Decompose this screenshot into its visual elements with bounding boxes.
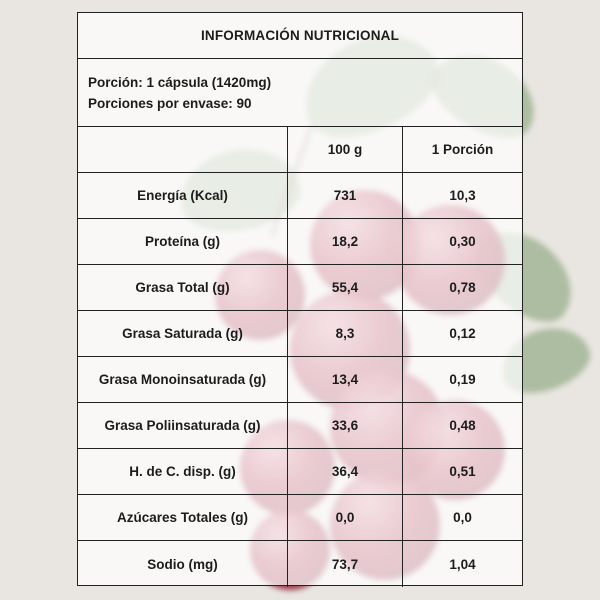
table-title: INFORMACIÓN NUTRICIONAL <box>78 13 522 59</box>
nutrient-label: Grasa Poliinsaturada (g) <box>78 403 288 448</box>
header-row <box>78 127 522 173</box>
nutrient-label: Grasa Saturada (g) <box>78 311 288 356</box>
value-per-100g: 18,2 <box>288 219 403 264</box>
value-per-100g: 36,4 <box>288 449 403 494</box>
table-row <box>78 403 522 449</box>
header-per-serving: 1 Porción <box>431 142 494 157</box>
table-row <box>78 357 522 403</box>
value-per-serving: 0,30 <box>449 234 476 249</box>
table-row <box>78 219 522 265</box>
value-per-100g: 8,3 <box>288 311 403 356</box>
nutrient-label: Energía (Kcal) <box>78 173 288 218</box>
servings-per-container: Porciones por envase: 90 <box>88 96 252 111</box>
value-per-100g: 0,0 <box>288 495 403 540</box>
value-per-100g: 73,7 <box>288 541 403 587</box>
value-per-serving: 0,0 <box>453 510 472 525</box>
value-per-serving: 0,12 <box>449 326 476 341</box>
table-row <box>78 311 522 357</box>
value-per-serving: 0,48 <box>449 418 476 433</box>
nutrient-label: Proteína (g) <box>78 219 288 264</box>
nutrient-label: H. de C. disp. (g) <box>78 449 288 494</box>
table-row <box>78 265 522 311</box>
nutrient-label: Grasa Monoinsaturada (g) <box>78 357 288 402</box>
nutrition-facts-table <box>77 12 523 586</box>
nutrient-label: Grasa Total (g) <box>78 265 288 310</box>
nutrient-label: Sodio (mg) <box>78 541 288 587</box>
value-per-100g: 55,4 <box>288 265 403 310</box>
value-per-serving: 0,19 <box>449 372 476 387</box>
table-row <box>78 173 522 219</box>
serving-size: Porción: 1 cápsula (1420mg) <box>88 75 272 90</box>
value-per-100g: 13,4 <box>288 357 403 402</box>
value-per-serving: 1,04 <box>449 556 476 572</box>
header-label-cell <box>78 127 288 172</box>
serving-info <box>78 59 522 127</box>
value-per-100g: 33,6 <box>288 403 403 448</box>
header-per-100g: 100 g <box>288 127 403 172</box>
value-per-serving: 0,51 <box>449 464 476 479</box>
table-row <box>78 495 522 541</box>
value-per-serving: 0,78 <box>449 280 476 295</box>
value-per-100g: 731 <box>288 173 403 218</box>
table-row <box>78 449 522 495</box>
table-row <box>78 541 522 587</box>
value-per-serving: 10,3 <box>449 188 476 203</box>
nutrient-label: Azúcares Totales (g) <box>78 495 288 540</box>
